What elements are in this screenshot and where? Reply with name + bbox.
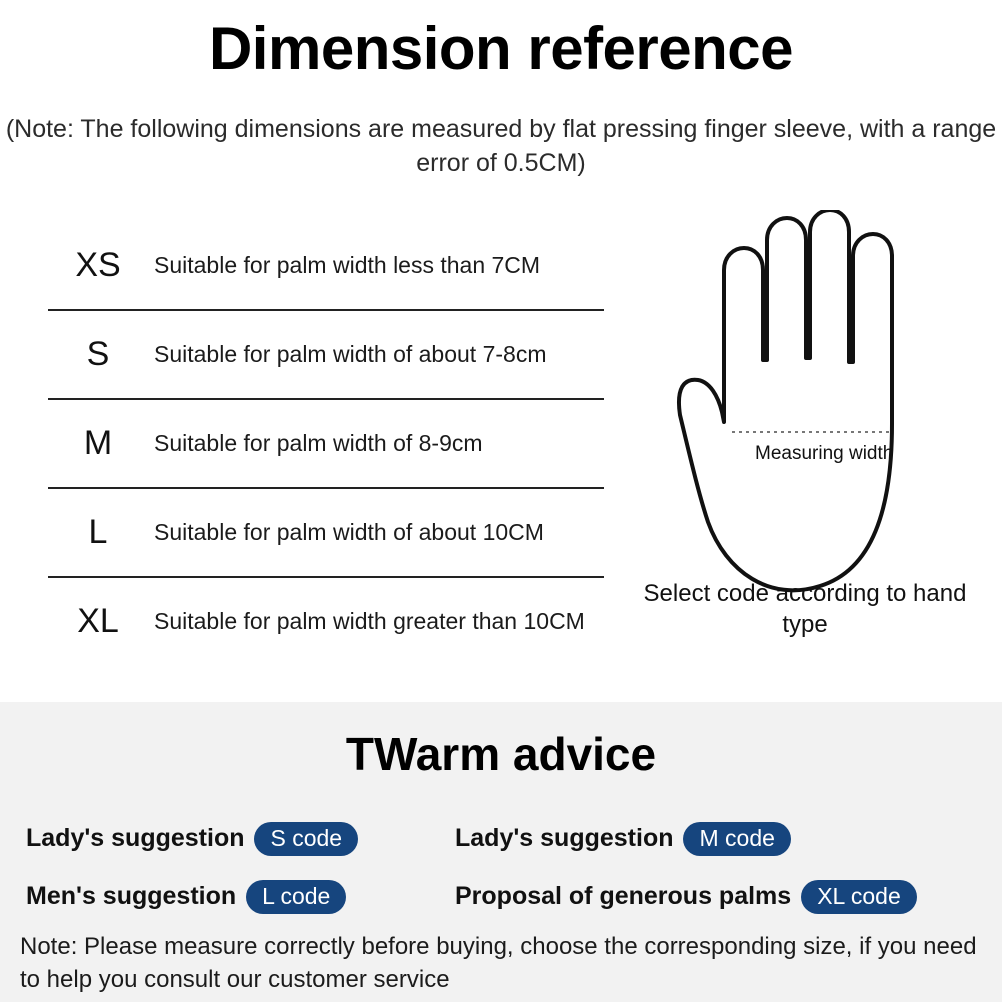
size-code: M [83, 424, 113, 462]
table-row [48, 578, 604, 665]
hand-illustration [640, 210, 970, 610]
hand-caption: Select code according to hand type [643, 580, 967, 638]
status-badge: L code [246, 880, 346, 914]
hand-icon [640, 210, 970, 610]
size-code: XL [77, 602, 119, 640]
advice-label: Lady's suggestion [455, 824, 674, 853]
size-description: Suitable for palm width greater than 10CM [154, 608, 585, 634]
size-description: Suitable for palm width less than 7CM [154, 252, 541, 278]
advice-row [0, 868, 1002, 926]
advice-item [455, 880, 1002, 914]
table-row [48, 222, 604, 311]
advice-item [0, 880, 455, 914]
warm-advice-section [0, 702, 1002, 1002]
advice-grid [0, 810, 1002, 926]
size-code: XS [75, 246, 121, 284]
size-description: Suitable for palm width of about 10CM [154, 519, 544, 545]
advice-item [455, 822, 1002, 856]
section-title: TWarm advice [345, 728, 657, 780]
size-description: Suitable for palm width of 8-9cm [154, 430, 483, 456]
page-title: Dimension reference [208, 15, 794, 82]
status-badge: S code [254, 822, 358, 856]
advice-label: Lady's suggestion [26, 824, 245, 853]
size-code: L [88, 513, 108, 551]
advice-item [0, 822, 455, 856]
table-row [48, 400, 604, 489]
measuring-width-label: Measuring width [755, 443, 894, 464]
status-badge: XL code [801, 880, 917, 914]
advice-label: Men's suggestion [26, 882, 237, 911]
advice-row [0, 810, 1002, 868]
table-row [48, 311, 604, 400]
table-row [48, 489, 604, 578]
purchase-note: Note: Please measure correctly before buying, choose the corresponding size, if you need to help you consult our customer service [20, 933, 977, 993]
measurement-note: (Note: The following dimensions are measured by flat pressing finger sleeve, with a range error of 0.5CM) [5, 115, 997, 177]
status-badge: M code [683, 822, 790, 856]
advice-label: Proposal of generous palms [455, 882, 792, 911]
size-table [48, 222, 604, 665]
size-description: Suitable for palm width of about 7-8cm [154, 341, 547, 367]
size-code: S [86, 335, 110, 373]
